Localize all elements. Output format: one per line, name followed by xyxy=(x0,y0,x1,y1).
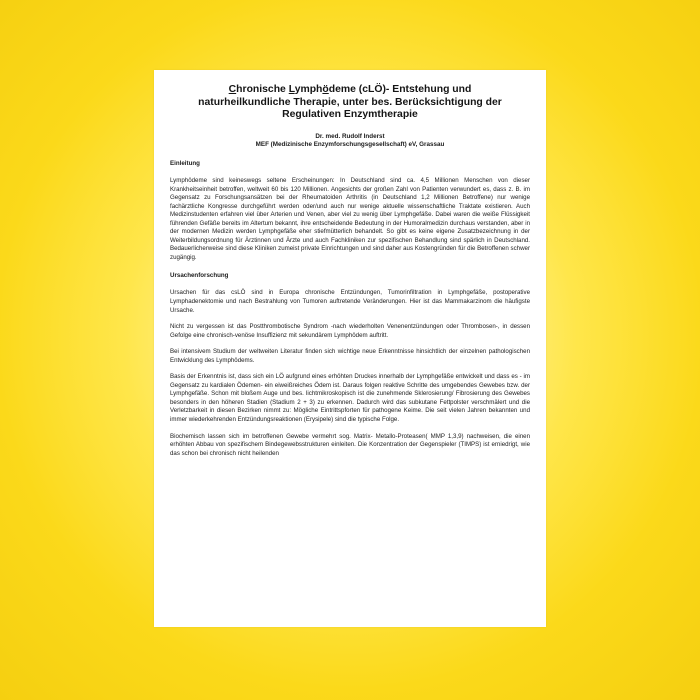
title-line-1-rest: deme (cLÖ)- Entstehung und xyxy=(328,84,472,95)
author-affiliation: MEF (Medizinische Enzymforschungsgesellschaft) eV, Grassau xyxy=(255,141,445,149)
document-title xyxy=(170,84,530,122)
section-heading-einleitung: Einleitung xyxy=(170,159,200,167)
paragraph: Lymphödeme sind keineswegs seltene Erscheinungen: In Deutschland sind ca. 4,5 Millionen Menschen von dieser Krankheitseinheit betroffen, weltweit 60 bis 120 Millionen. Angesichts der großen Zahl von Patienten verwundert es, dass z. B. im Gegensatz zu Forschungsansätzen bei der Rheumatoiden Arthritis (in Deutschland 1,2 Millionen Betroffene) nur wenige fachärztliche Kongresse durchgeführt werden oder/und auch nur wenige aktuelle wissenschaftliche Traktate existieren. Auch Medizinstudenten erfahren viel über Arterien und Venen, aber viel zu wenig über Lymphgefäße. Dabei waren die weiße Flüssigkeit führenden Gefäße bereits im Altertum bekannt, ihre entscheidende Bedeutung in der Humoralmedizin durchaus verstanden, aber in der modernen Medizin werden Lymphgefäße eher stiefmütterlich behandelt. So gibt es keine eigene Zusatzbezeichnung in der Weiterbildungsordnung für Ärztinnen und Ärzte und auch Fachkliniken zur spezifischen Behandlung sind spärlich in Deutschland. Bedauerlicherweise sind diese Kliniken zumeist private Einrichtungen und sind daher aus Kostengründen für die Betroffenen schwer zugängig. xyxy=(170,176,530,261)
paragraph: Biochemisch lassen sich im betroffenen Gewebe vermehrt sog. Matrix- Metallo-Proteasen( MMP 1,3,9) nachweisen, die einen erhöhten Abbau von spezifischem Bindegewebsstrukturen einleiten. Die Konzentration der Gegenspieler (TIMPS) ist erniedrigt, wie das schon bei chronisch nicht heilenden xyxy=(170,432,530,457)
paragraph: Ursachen für das csLÖ sind in Europa chronische Entzündungen, Tumorinfiltration in Lymphgefäße, postoperative Lymphadenektomie und nach Bestrahlung von Tumoren auftretende Veränderungen. Hier ist das Mammakarzinom die häufigste Ursache. xyxy=(170,289,530,314)
section-heading-ursachenforschung: Ursachenforschung xyxy=(170,272,229,280)
paragraph: Nicht zu vergessen ist das Postthrombotische Syndrom -nach wiederholten Venenentzündungen oder Thrombosen-, in dessen Gefolge eine chronisch-venöse Insuffizienz mit sekundärem Lymphödem auftritt. xyxy=(170,323,530,339)
author-block xyxy=(170,133,530,150)
author-name: Dr. med. Rudolf Inderst xyxy=(315,132,385,140)
paragraph: Bei intensivem Studium der weltweiten Literatur finden sich wichtige neue Erkenntnisse hinsichtlich der einzelnen pathologischen Entwicklung des Lymphödems. xyxy=(170,348,530,364)
title-line-3: Regulativen Enzymtherapie xyxy=(282,109,418,121)
title-accent-o: ö xyxy=(322,84,329,95)
title-word-chronische: hronische xyxy=(236,84,289,95)
title-initial-l: L xyxy=(288,84,295,95)
title-word-lymph: ymph xyxy=(294,84,323,95)
paragraph: Basis der Erkenntnis ist, dass sich ein LÖ aufgrund eines erhöhten Druckes innerhalb der Lymphgefäße entwickelt und dass es - im Gegensatz zu kardialen Ödemen- ein eiweißreiches Ödem ist. Daraus folgen reaktive Schritte des umgebendes Gewebes bzw. der Lymphgefäße. Schon mit bloßem Auge und bes. lichtmikroskopisch ist die zunehmende Sklerosierung/ Fibrosierung des Gewebes besonders in den höheren Stadien (Stadium 2 + 3) zu erkennen. Dadurch wird das subkutane Fettpolster verschmälert und die Verletzbarkeit in diesen Bezirken nimmt zu: Mögliche Eintrittspforten für pathogene Keime. Die seit vielen Jahren bekannten und immer wiederkehrenden Entzündungsreaktionen (Erysipele) sind die typische Folge. xyxy=(170,373,530,423)
title-line-2: naturheilkundliche Therapie, unter bes. Berücksichtigung der xyxy=(198,96,502,108)
title-initial-c: C xyxy=(228,84,237,95)
document-page xyxy=(154,70,546,627)
